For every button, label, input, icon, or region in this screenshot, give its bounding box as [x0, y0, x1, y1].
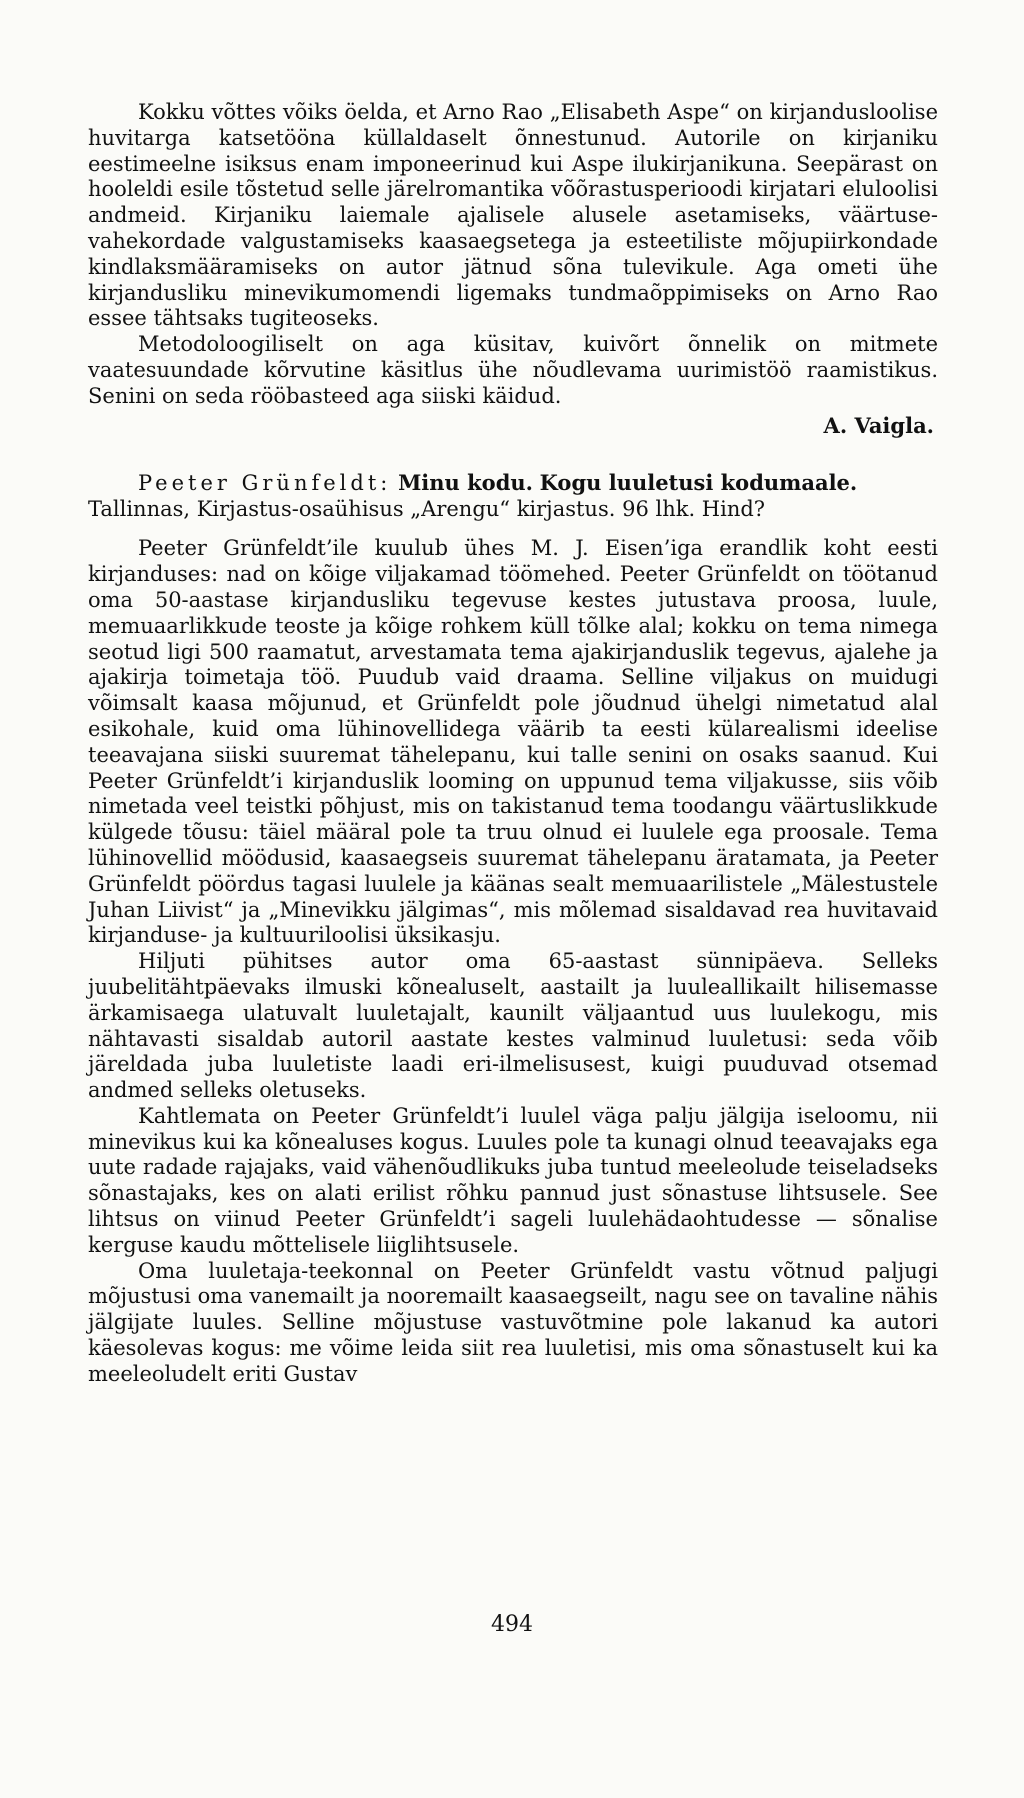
- book-author: Peeter Grünfeldt:: [138, 471, 392, 496]
- paragraph: Metodoloogiliselt on aga küsitav, kuivõrt õnnelik on mitmete vaatesuundade kõrvutine käsitlus ühe nõudlevama uurimistöö raamistikus. Senini on seda rööbasteed aga siiski käidud.: [88, 332, 938, 408]
- publication-info: Tallinnas, Kirjastus-osaühisus „Arengu“ kirjastus. 96 lhk. Hind?: [88, 497, 766, 522]
- page-number: 494: [491, 1612, 533, 1637]
- paragraph: Hiljuti pühitses autor oma 65-aastast sünnipäeva. Selleks juubelitähtpäevaks ilmuski kõnealuselt, aastailt ja luuleallikailt hilisemasse ärkamisaega ulatuvalt luuletajalt, kaunilt väljaantud uus luulekogu, mis nähtavasti sisaldab autoril aastate kestes valminud luuletusi: seda võib järeldada juba luuletiste laadi eri-ilmelisusest, kuigi puuduvad otsemad andmed selleks oletuseks.: [88, 949, 938, 1103]
- review-header: [88, 470, 938, 522]
- book-subtitle: Kogu luuletusi kodumaale.: [539, 470, 858, 496]
- paragraph: Kokku võttes võiks öelda, et Arno Rao „Elisabeth Aspe“ on kirjandusloolise huvitarga katsetööna küllaldaselt õnnestunud. Autorile on kirjaniku eestimeelne isiksus enam imponeerinud kui Aspe ilukirjanikuna. Seepärast on hooleldi esile tõstetud selle järelromantika võõrastusperioodi kirjatari eluloolisi andmeid. Kirjaniku laiemale ajalisele alusele asetamiseks, väärtuse-vahekordade valgustamiseks kaasaegsetega ja esteetiliste mõjupiirkondade kindlaksmääramiseks on autor jätnud sõna tulevikule. Aga ometi ühe kirjandusliku minevikumomendi ligemaks tundmaõppimiseks on Arno Rao essee tähtsaks tugiteoseks.: [88, 100, 938, 331]
- review-rao-conclusion: [88, 100, 938, 438]
- review-body: [88, 536, 938, 1387]
- review-header-line: [88, 470, 938, 496]
- reviewer-signature: A. Vaigla.: [823, 412, 934, 438]
- paragraph: Peeter Grünfeldt’ile kuulub ühes M. J. Eisen’iga erandlik koht eesti kirjanduses: nad on kõige viljakamad töömehed. Peeter Grünfeldt on töötanud oma 50-aastase kirjandusliku tegevuse kestes jutustava proosa, luule, memuaarlikkude teoste ja kõige rohkem küll tõlke alal; kokku on tema nimega seotud ligi 500 raamatut, arvestamata tema ajakirjanduslik tegevus, ajalehe ja ajakirja toimetaja töö. Puudub vaid draama. Selline viljakus on muidugi võimsalt kaasa mõjunud, et Grünfeldt pole jõudnud ühelgi nimetatud alal esikohale, kuid oma lühinovellidega väärib ta eesti külarealismi ideelise teeavajana siiski suuremat tähelepanu, kui talle senini on osaks saanud. Kui Peeter Grünfeldt’i kirjanduslik looming on uppunud tema viljakusse, siis võib nimetada veel teistki põhjust, mis on takistanud tema toodangu väärtuslikkude külgede tõusu: täiel määral pole ta truu olnud ei luulele ega proosale. Tema lühinovellid möödusid, kaasaegseis suuremat tähelepanu äratamata, ja Peeter Grünfeldt pöördus tagasi luulele ja käänas sealt memuaarilistele „Mälestustele Juhan Liivist“ ja „Minevikku jälgimas“, mis mõlemad sisaldavad rea huvitavaid kirjanduse- ja kultuuriloolisi üksikasju.: [88, 536, 938, 948]
- article-text: [88, 100, 938, 1388]
- paragraph: Kahtlemata on Peeter Grünfeldt’i luulel väga palju jälgija iseloomu, nii minevikus kui ka kõnealuses kogus. Luules pole ta kunagi olnud teeavajaks ega uute radade rajajaks, vaid vähenõudlikuks juba tuntud meeleolude teiseladseks sõnastajaks, kes on alati erilist rõhku pannud just sõnastuse lihtsusele. See lihtsus on viinud Peeter Grünfeldt’i sageli luulehädaohtudesse — sõnalise kerguse kaudu mõttelisele liiglihtsusele.: [88, 1103, 938, 1257]
- book-title: Minu kodu.: [398, 470, 533, 496]
- paragraph: Oma luuletaja-teekonnal on Peeter Grünfeldt vastu võtnud paljugi mõjustusi oma vanemailt ja nooremailt kaasaegseilt, nagu see on tavaline nähis jälgijate luules. Selline mõjustuse vastuvõtmine pole lakanud ka autori käesolevas kogus: me võime leida siit rea luuletisi, mis oma sõnastuselt kui ka meeleoludelt eriti Gustav: [88, 1258, 938, 1386]
- review-grunfeldt: [88, 470, 938, 1387]
